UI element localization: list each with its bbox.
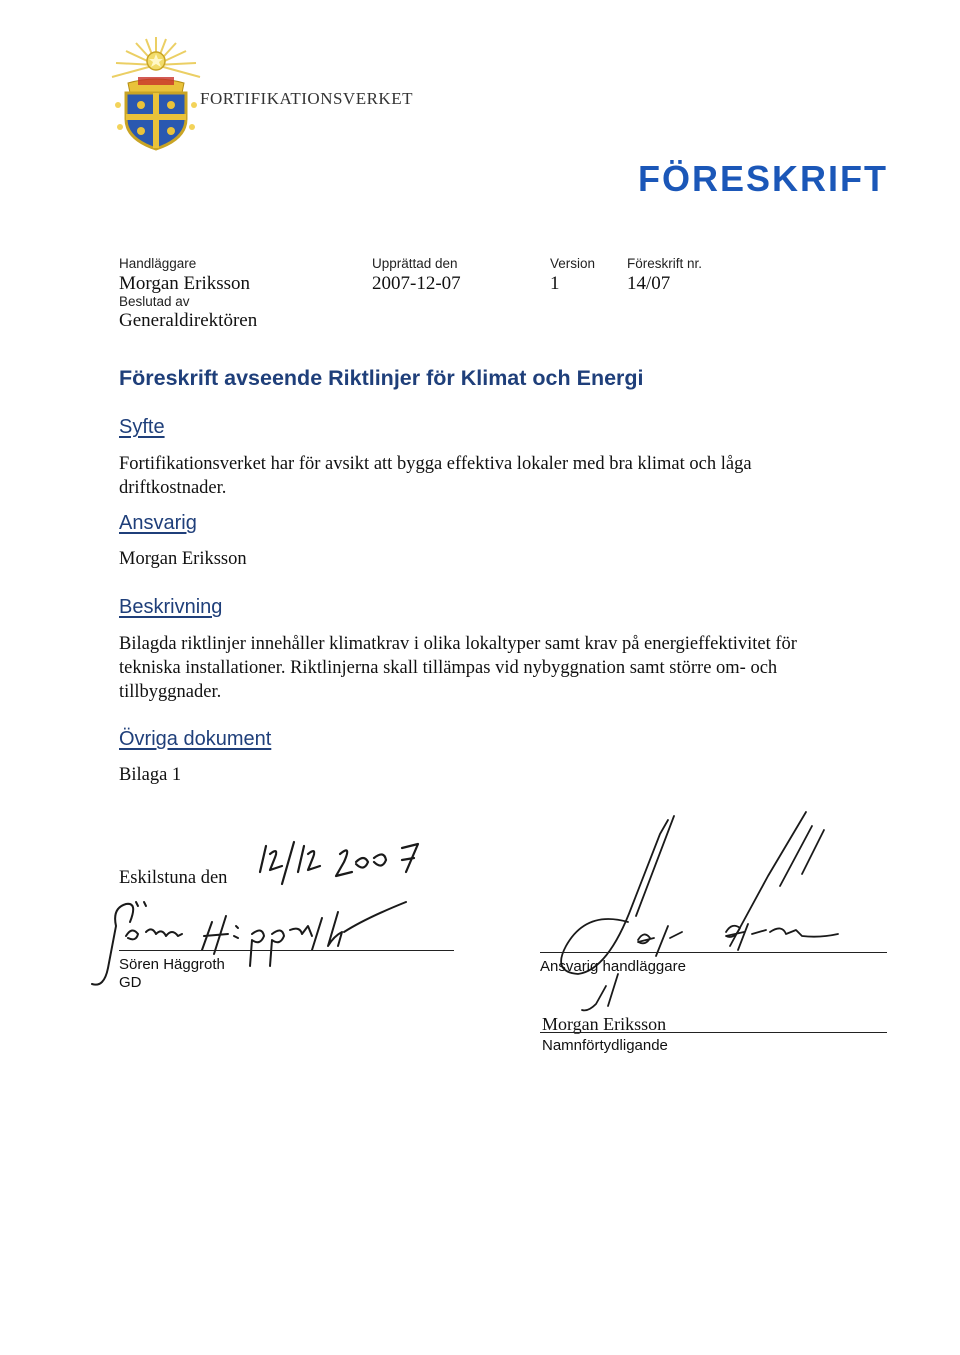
handlaggare-label: Handläggare xyxy=(119,256,197,271)
upprattad-label: Upprättad den xyxy=(372,256,458,271)
document-title: Föreskrift avseende Riktlinjer för Klimat och Energi xyxy=(119,366,644,390)
version-label: Version xyxy=(550,256,596,271)
ansvarig-text: Morgan Eriksson xyxy=(119,549,247,569)
version-value: 1 xyxy=(550,273,560,294)
signer-name-left: Sören Häggroth xyxy=(119,956,225,973)
beskrivning-text-line-1: Bilagda riktlinjer innehåller klimatkrav i olika lokaltyper samt krav på energieffektivitet för xyxy=(119,634,797,654)
right-signature-line xyxy=(540,952,887,953)
organization-name: FORTIFIKATIONSVERKET xyxy=(200,89,413,108)
printed-name-caption: Namnförtydligande xyxy=(542,1037,668,1054)
handwritten-date xyxy=(252,832,442,890)
place-label: Eskilstuna den xyxy=(119,868,228,888)
signer-title-left: GD xyxy=(119,974,142,991)
foreskrift-nr-value: 14/07 xyxy=(627,273,671,294)
printed-name-right: Morgan Eriksson xyxy=(542,1014,667,1034)
beskrivning-text-line-3: tillbyggnader. xyxy=(119,682,222,702)
section-heading-ansvarig: Ansvarig xyxy=(119,512,197,534)
upprattad-value: 2007-12-07 xyxy=(372,273,461,294)
section-heading-beskrivning: Beskrivning xyxy=(119,596,223,618)
beskrivning-text-line-2: tekniska installationer. Riktlinjerna skall tillämpas vid nybyggnation samt större om- och xyxy=(119,658,778,678)
beslutad-label: Beslutad av xyxy=(119,294,190,309)
printed-name-line xyxy=(540,1032,887,1033)
ovriga-dokument-text: Bilaga 1 xyxy=(119,765,182,785)
section-heading-ovriga-dokument: Övriga dokument xyxy=(119,728,272,750)
document-type-title: FÖRESKRIFT xyxy=(638,158,888,199)
signer-caption-right: Ansvarig handläggare xyxy=(540,958,686,975)
beslutad-value: Generaldirektören xyxy=(119,310,258,331)
syfte-text-line-2: driftkostnader. xyxy=(119,478,227,498)
foreskrift-nr-label: Föreskrift nr. xyxy=(627,256,703,271)
agency-emblem xyxy=(108,35,204,153)
section-heading-syfte: Syfte xyxy=(119,416,165,438)
handlaggare-value: Morgan Eriksson xyxy=(119,273,251,294)
signature-morgan-eriksson xyxy=(500,806,860,1016)
syfte-text-line-1: Fortifikationsverket har för avsikt att bygga effektiva lokaler med bra klimat och låga xyxy=(119,454,752,474)
left-signature-line xyxy=(119,950,454,951)
